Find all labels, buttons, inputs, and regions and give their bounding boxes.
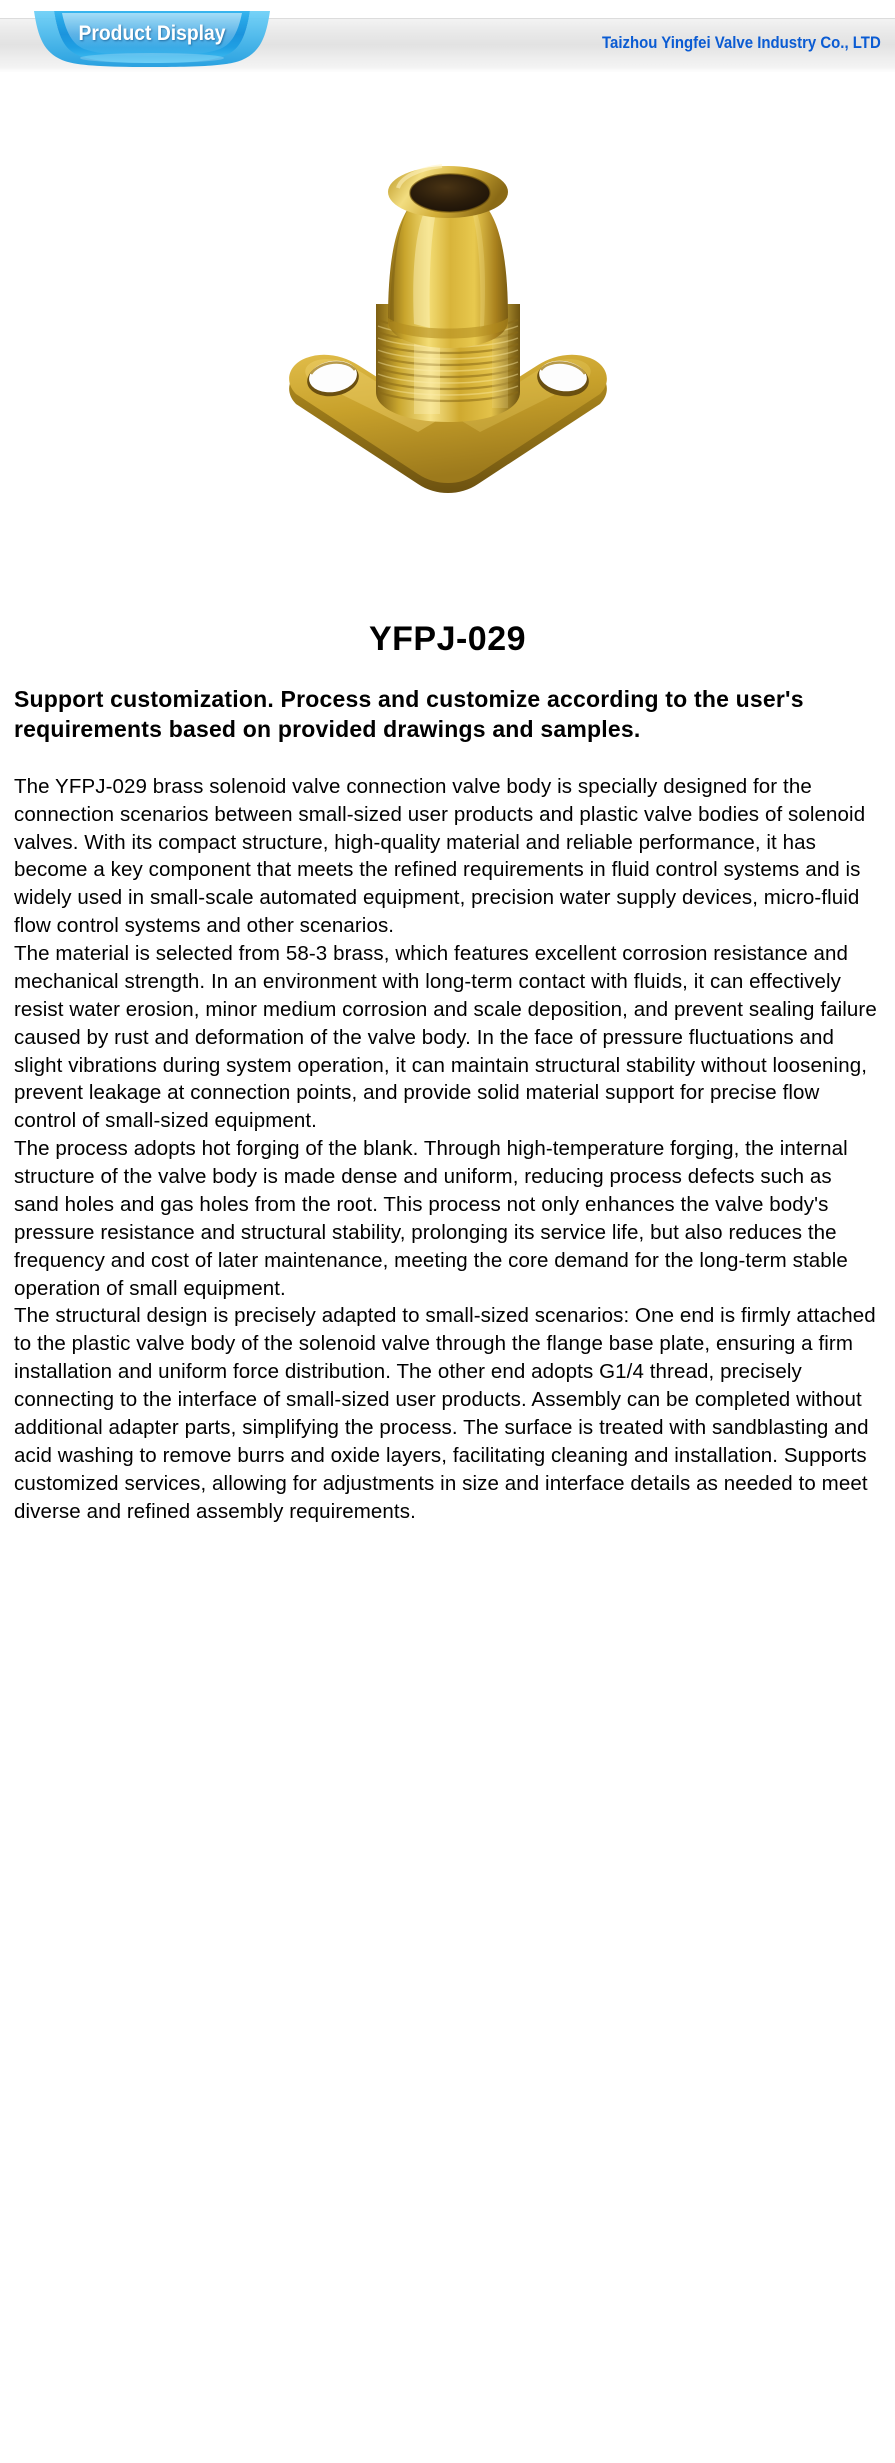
product-content <box>0 620 895 1555</box>
product-display-tab-label: Product Display <box>78 22 226 45</box>
description-paragraph: The structural design is precisely adapted to small-sized scenarios: One end is firmly attached to the plastic valve body of the solenoid valve through the flange base plate, ensuring a firm installation and uniform force distribution. The other end adopts G1/4 thread, precisely connecting to the interface of small-sized user products. Assembly can be completed without additional adapter parts, simplifying the process. The surface is treated with sandblasting and acid washing to remove burrs and oxide layers, facilitating cleaning and installation. Supports customized services, allowing for adjustments in size and interface details as needed to meet diverse and refined assembly requirements. <box>14 1304 876 1523</box>
description-paragraph: The process adopts hot forging of the blank. Through high-temperature forging, the internal structure of the valve body is made dense and uniform, reducing process defects such as sand holes and gas holes from the root. This process not only enhances the valve body's pressure resistance and structural stability, prolonging its service life, but also reduces the frequency and cost of later maintenance, meeting the core demand for the long-term stable operation of small equipment. <box>14 1137 848 1300</box>
product-subtitle: Support customization. Process and customize according to the user's requirements based on provided drawings and samples. <box>14 686 804 742</box>
page-header <box>0 0 895 72</box>
description-paragraph: The material is selected from 58-3 brass, which features excellent corrosion resistance and mechanical strength. In an environment with long-term contact with fluids, it can effectively resist water erosion, minor medium corrosion and scale deposition, and prevent sealing failure caused by rust and deformation of the valve body. In the face of pressure fluctuations and slight vibrations during system operation, it can maintain structural stability without loosening, prevent leakage at connection points, and provide solid material support for precise flow control of small-sized equipment. <box>14 942 877 1133</box>
product-photo <box>238 92 658 552</box>
page-title: YFPJ-029 <box>368 620 527 658</box>
product-description <box>14 773 881 1526</box>
company-name: Taizhou Yingfei Valve Industry Co., LTD <box>602 33 881 52</box>
description-paragraph: The YFPJ-029 brass solenoid valve connection valve body is specially designed for the connection scenarios between small-sized user products and plastic valve bodies of solenoid valves. With its compact structure, high-quality material and reliable performance, it has become a key component that meets the refined requirements in fluid control systems and is widely used in small-scale automated equipment, precision water supply devices, micro-fluid flow control systems and other scenarios. <box>14 774 866 938</box>
product-image-area <box>0 72 895 572</box>
